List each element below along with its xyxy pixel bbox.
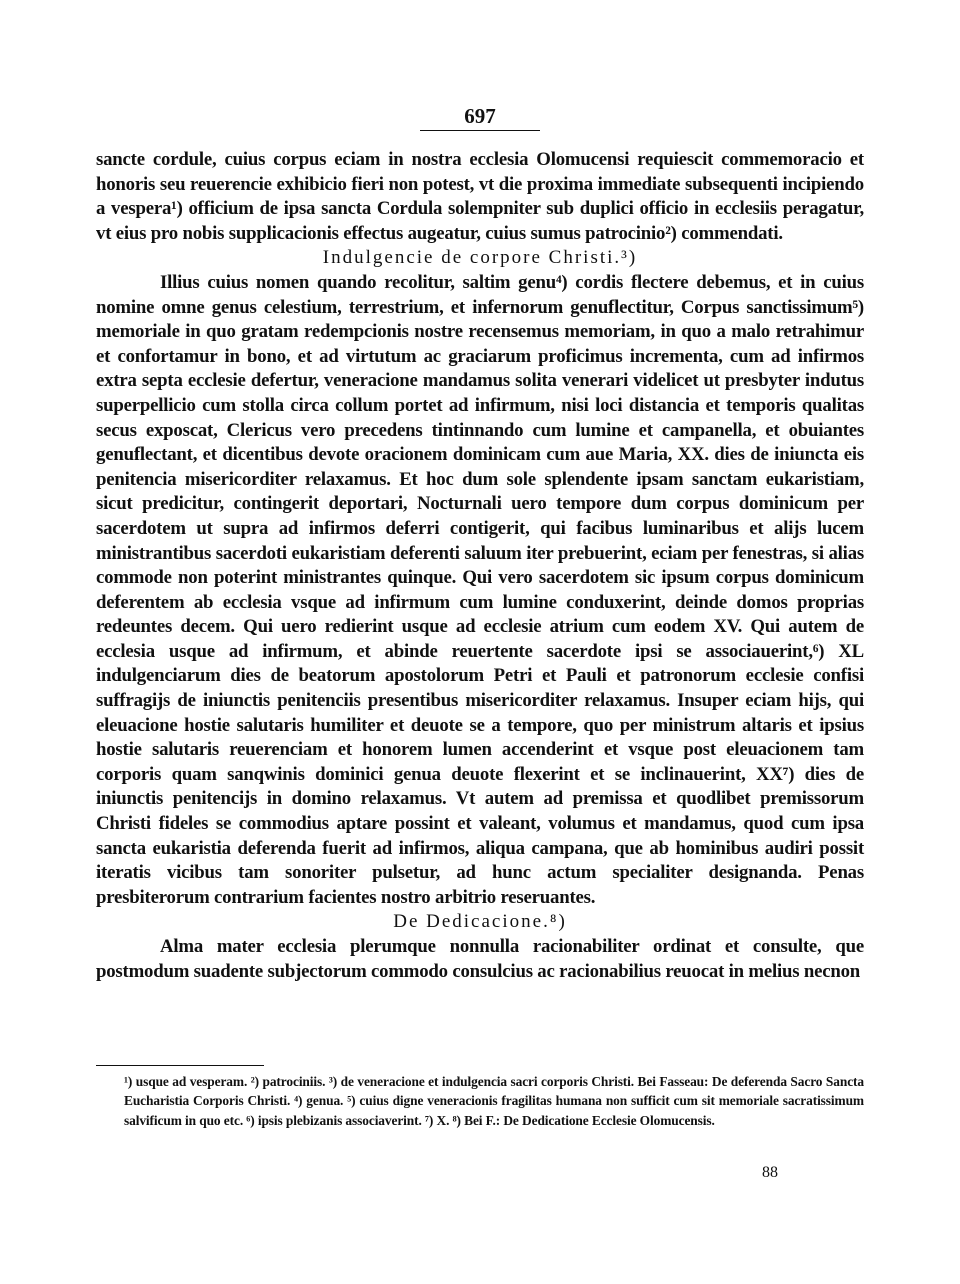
main-text xyxy=(96,148,864,984)
page-number: 697 xyxy=(464,104,496,128)
section-heading: Indulgencie de corpore Christi.³) xyxy=(322,247,638,269)
header-rule xyxy=(420,130,540,131)
footnotes xyxy=(124,1072,864,1130)
sheet-number: 88 xyxy=(762,1164,778,1181)
paragraph: Illius cuius nomen quando recolitur, saltim genu⁴) cordis flectere debemus, et in cuius nomine omne genus celestium, terrestrium, et infernorum genuflectitur, Corpus sanctissimum⁵) memoriale in quo gratam redempcionis nostre recensemus memoriam, in quo a malo retrahimur et confortamur in bono, et ad virtutum ac graciarum proficimus incrementa, cum ad infirmos extra septa ecclesie defertur, veneracione mandamus solita venerari videlicet ut presbyter indutus superpellicio cum stolla circa collum portet ad infirmum, nisi loci distancia et temporis qualitas secus exposcat, Clericus vero precedens tintinnando cum lumine et campanella, et obuiantes genuflectant, et dicentibus devote oracionem dominicam cum aue Maria, XX. dies de iniuncta eis penitencia misericorditer relaxamus. Et hoc dum sole splendente ipsam sanctam eukaristiam, sicut predicitur, contingerit deportari, Nocturnali uero tempore dum corpus dominicum per sacerdotem ut supra ad infirmos deferri contigerit, qui facibus luminaribus et alijs lucem ministrantibus sacerdoti eukaristiam deferenti saluum iter prebuerint, eciam per fenestras, si alias commode non poterint ministrantes quinque. Qui vero sacerdotem sic ipsum corpus dominicum deferentem ab ecclesia vsque ad infirmum cum lumine conduxerint, deinde domos proprias redeuntes decem. Qui uero redierint usque ad ecclesie atrium cum eodem XV. Qui autem de ecclesia usque ad infirmum, et abinde reuertente sacerdote ipsi se associauerint,⁶) XL indulgenciarum dies de beatorum apostolorum Petri et Pauli et patronorum ecclesie confisi suffragijs de iniunctis penitenciis presentibus misericorditer relaxamus. Insuper eciam hijs, qui eleuacione hostie salutaris humiliter et deuote se a tempore, quo per ministrum altaris et ipsius hostie salutaris reuerenciam et honorem lumen accenderint et vsque post eleuacionem tam corporis quam sanqwinis dominici genua deuote flexerint et se inclinauerint, XX⁷) dies de iniunctis penitencijs in domino relaxamus. Vt autem ad premissa et quodlibet premissorum Christi fideles se commodius aptare possint et valeant, volumus et mandamus, quod cum ipsa sancta eukaristia deferenda fuerit ad infirmos, aliqua campana, que ab hominibus audiri possit iteratis vicibus tam sonoriter pulsetur, ad hunc actum specialiter designanda. Penas presbiterorum contrarium facientes nostro arbitrio reseruantes. xyxy=(96,271,864,908)
footnote-text: ¹) usque ad vesperam. ²) patrociniis. ³) de veneracione et indulgencia sacri corporis Christi. Bei Fasseau: De deferenda Sacro Sancta Eucharistia Corporis Christi. ⁴) genua. ⁵) cuius digne veneracionis fragilitas humana non sufficit cum sit memoriale sacratissimum salvificum in quo etc. ⁶) ipsis plebizanis associaverint. ⁷) X. ⁸) Bei F.: De Dedicatione Ecclesie Olomucensis. xyxy=(124,1074,864,1128)
footnote-rule xyxy=(96,1065,264,1066)
section-heading: De Dedicacione.⁸) xyxy=(393,911,567,933)
paragraph: Alma mater ecclesia plerumque nonnulla racionabiliter ordinat et consulte, que postmodum suadente subjectorum commodo consulcius ac racionabilius reuocat in melius necnon xyxy=(96,936,864,982)
paragraph: sancte cordule, cuius corpus eciam in nostra ecclesia Olomucensi requiescit commemoracio et honoris seu reuerencie exhibicio fieri non potest, vt die proxima immediate subsequenti incipiendo a vespera¹) officium de ipsa sancta Cordula solempniter sub duplici officio in ecclesiis peragatur, vt eius pro nobis supplicacionis effectus augeatur, cuius sumus patrocinio²) commendati. xyxy=(96,149,864,244)
